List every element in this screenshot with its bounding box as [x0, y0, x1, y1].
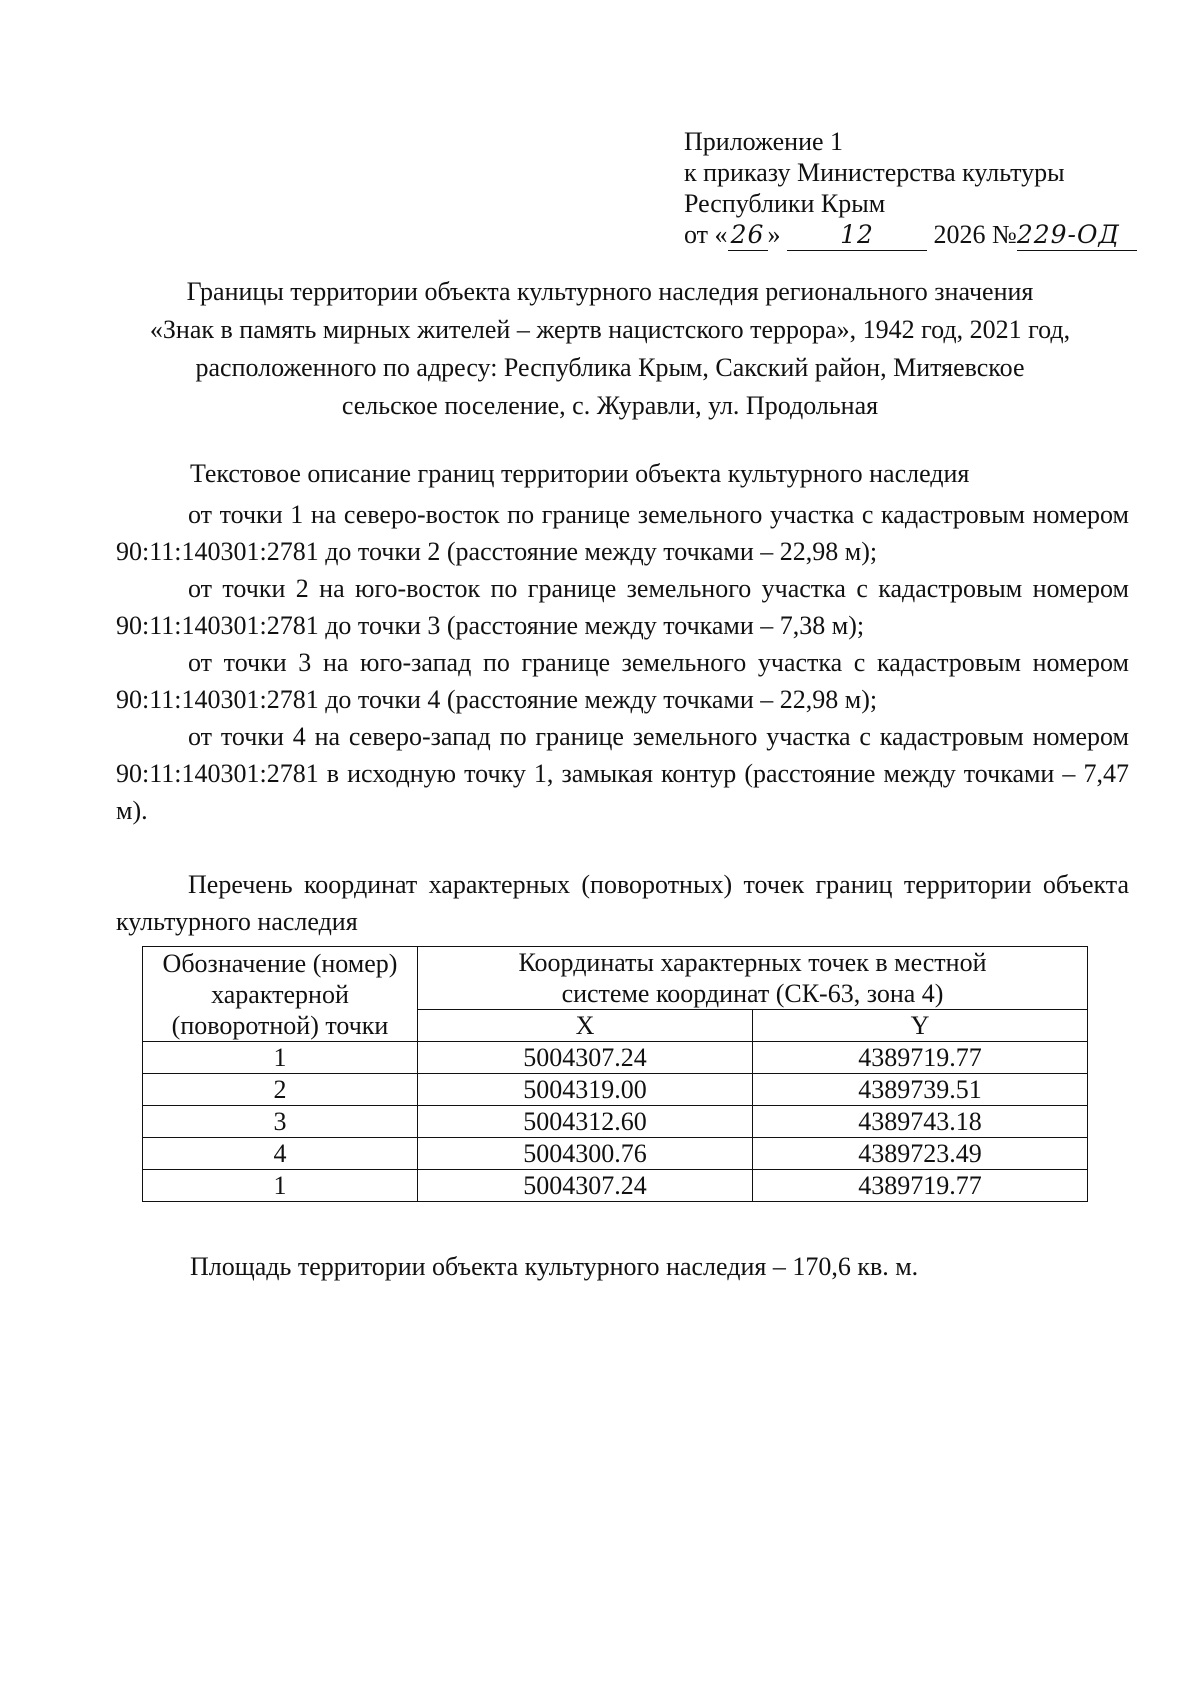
- coordinates-column-header: [418, 947, 1088, 1010]
- x-cell: 5004312.60: [418, 1106, 753, 1138]
- x-cell: 5004307.24: [418, 1170, 753, 1202]
- appendix-title: Приложение 1: [684, 127, 844, 156]
- title-line: сельское поселение, с. Журавли, ул. Продольная: [341, 391, 879, 420]
- point-cell: 2: [143, 1074, 418, 1106]
- appendix-order-ref: к приказу Министерства культуры: [684, 158, 1065, 187]
- title-line: Границы территории объекта культурного наследия регионального значения: [186, 277, 1034, 306]
- table-row: [143, 1170, 1088, 1202]
- header-text: Координаты характерных точек в местной: [518, 948, 987, 977]
- y-cell: 4389719.77: [752, 1170, 1087, 1202]
- x-cell: 5004300.76: [418, 1138, 753, 1170]
- y-cell: 4389739.51: [752, 1074, 1087, 1106]
- y-cell: 4389743.18: [752, 1106, 1087, 1138]
- point-column-header: [143, 947, 418, 1042]
- boundary-description: [116, 496, 1129, 829]
- description-paragraph: от точки 4 на северо-запад по границе земельного участка с кадастровым номером 90:11:140301:2781 в исходную точку 1, замыкая контур (расстояние между точками – 7,47 м).: [116, 722, 1129, 825]
- date-year: 2026 №: [933, 220, 1017, 249]
- header-text: характерной: [211, 979, 349, 1009]
- title-line: расположенного по адресу: Республика Крым, Сакский район, Митяевское: [195, 353, 1025, 382]
- point-cell: 1: [143, 1170, 418, 1202]
- point-cell: 3: [143, 1106, 418, 1138]
- point-cell: 4: [143, 1138, 418, 1170]
- x-cell: 5004307.24: [418, 1042, 753, 1074]
- coordinates-table: [142, 946, 1088, 1202]
- y-column-header: Y: [752, 1010, 1087, 1042]
- x-cell: 5004319.00: [418, 1074, 753, 1106]
- handwritten-order-number: 229-ОД: [1017, 219, 1137, 251]
- description-paragraph: от точки 3 на юго-запад по границе земельного участка с кадастровым номером 90:11:140301:2781 до точки 4 (расстояние между точками – 22,98 м);: [116, 648, 1129, 714]
- description-paragraph: от точки 2 на юго-восток по границе земельного участка с кадастровым номером 90:11:140301:2781 до точки 3 (расстояние между точками – 7,38 м);: [116, 574, 1129, 640]
- table-row: [143, 1138, 1088, 1170]
- date-mid: »: [767, 220, 781, 249]
- coordinates-heading: Перечень координат характерных (поворотных) точек границ территории объекта культурного наследия: [116, 870, 1129, 936]
- header-text: системе координат (СК-63, зона 4): [561, 979, 944, 1008]
- handwritten-day: 26: [728, 219, 768, 251]
- description-paragraph: от точки 1 на северо-восток по границе земельного участка с кадастровым номером 90:11:140301:2781 до точки 2 (расстояние между точками – 22,98 м);: [116, 500, 1129, 566]
- point-cell: 1: [143, 1042, 418, 1074]
- area-statement: Площадь территории объекта культурного наследия – 170,6 кв. м.: [190, 1252, 919, 1281]
- date-prefix: от «: [684, 220, 728, 249]
- handwritten-month: 12: [787, 219, 927, 251]
- x-column-header: X: [418, 1010, 753, 1042]
- table-row: [143, 1042, 1088, 1074]
- header-text: Обозначение (номер): [162, 948, 398, 978]
- title-line: «Знак в память мирных жителей – жертв нацистского террора», 1942 год, 2021 год,: [149, 315, 1071, 344]
- table-row: [143, 1074, 1088, 1106]
- description-heading: Текстовое описание границ территории объекта культурного наследия: [190, 459, 970, 488]
- table-header-row: [143, 947, 1088, 1010]
- y-cell: 4389719.77: [752, 1042, 1087, 1074]
- appendix-republic: Республики Крым: [684, 189, 886, 218]
- appendix-block: [684, 126, 1144, 251]
- document-title: [110, 273, 1110, 425]
- header-text: (поворотной) точки: [171, 1010, 389, 1040]
- y-cell: 4389723.49: [752, 1138, 1087, 1170]
- table-row: [143, 1106, 1088, 1138]
- appendix-date-line: [684, 219, 1144, 251]
